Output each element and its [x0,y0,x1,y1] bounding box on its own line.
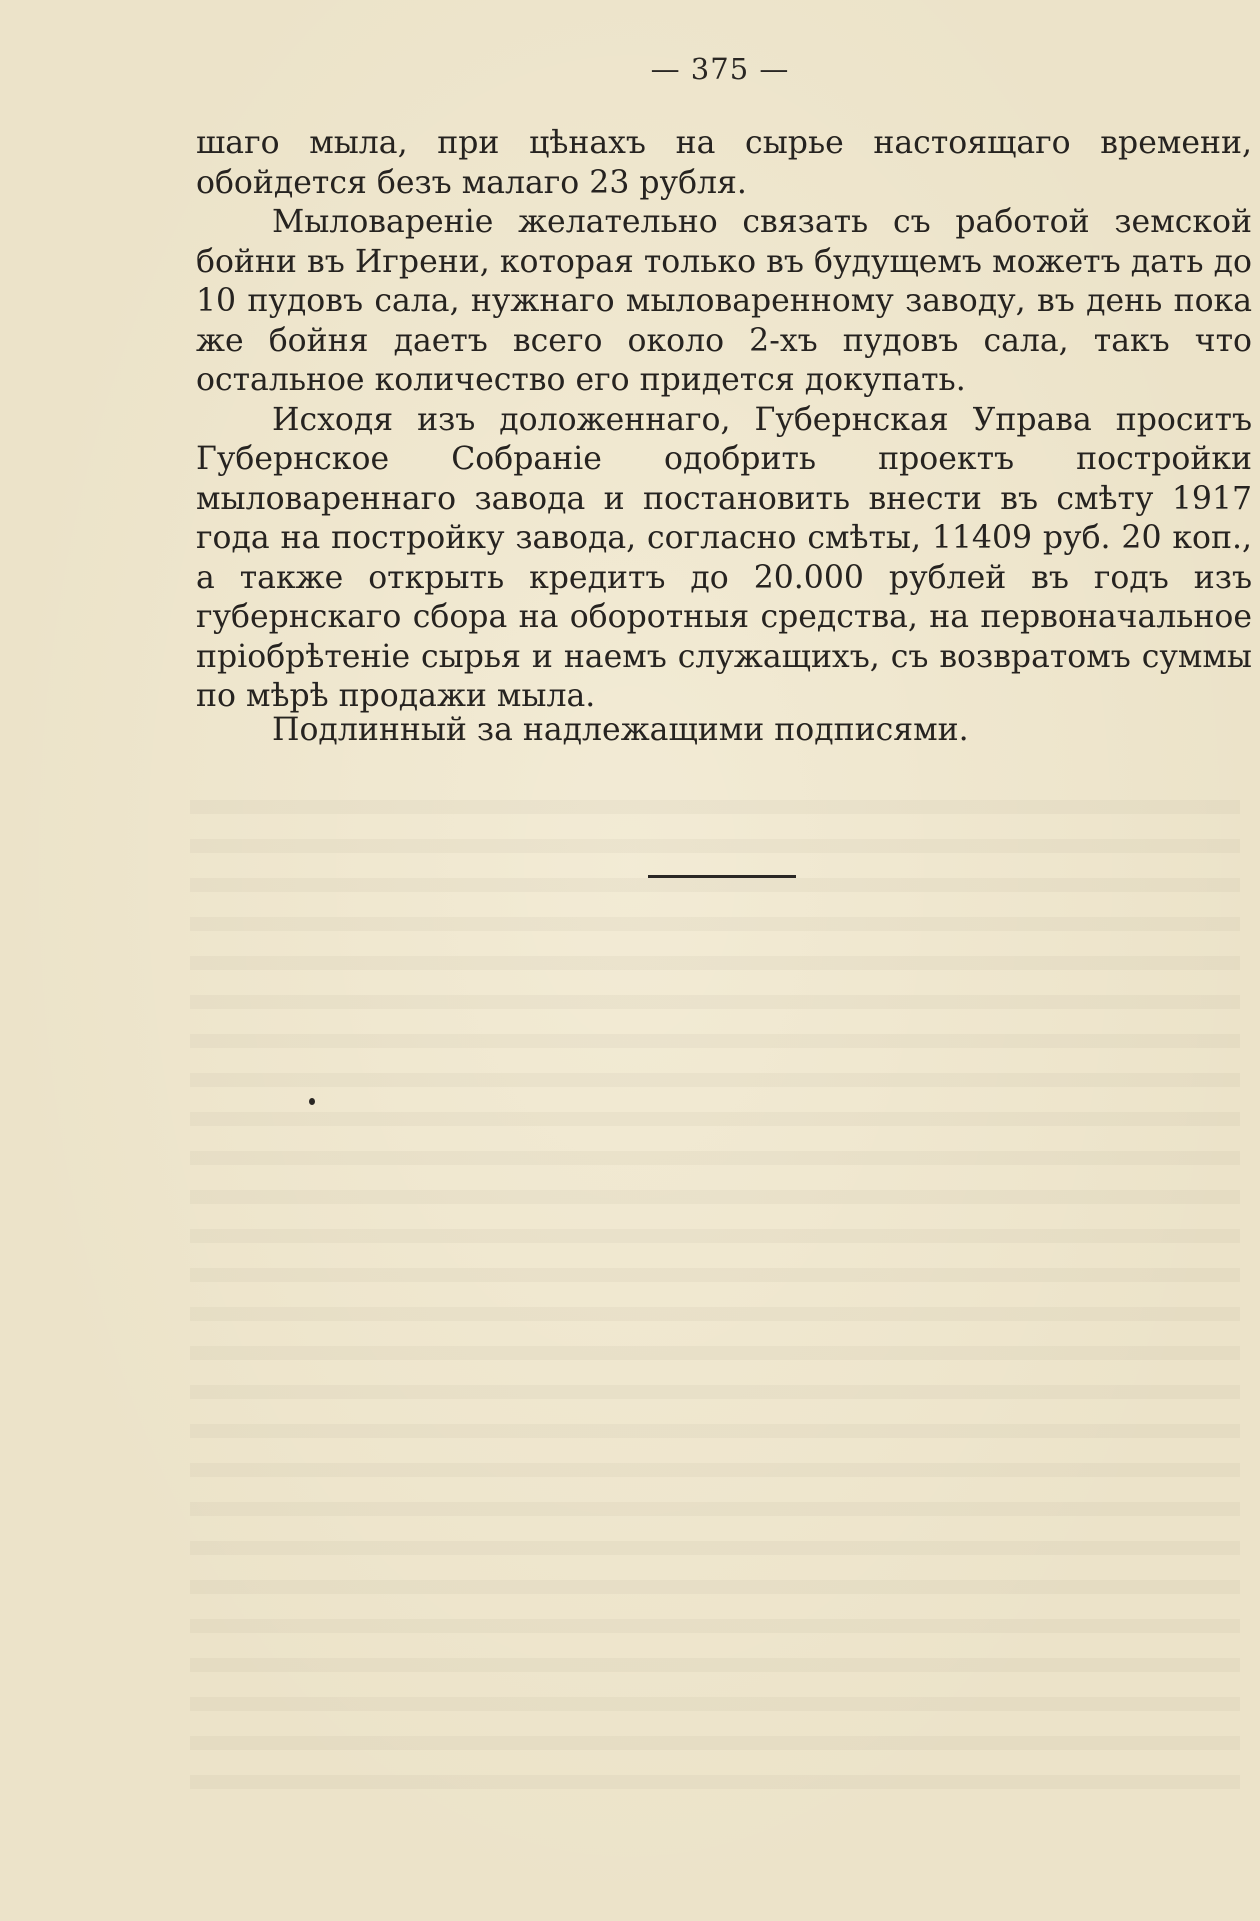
body-text [196,124,1252,717]
paragraph-proposal: Исходя изъ доложеннаго, Губернская Управа проситъ Губернское Собраніе одобрить проектъ постройки мыловареннаго завода и постановить внести въ смѣту 1917 года на постройку завода, согласно смѣты, 11409 руб. 20 коп., а также открыть кредитъ до 20.000 рублей въ годъ изъ губернскаго сбора на оборотныя средства, на первоначальное пріобрѣтеніе сырья и наемъ служащихъ, съ возвратомъ суммы по мѣрѣ продажи мыла. [196,401,1252,714]
bleed-through-shading [190,780,1240,1800]
page-number: — 375 — [650,52,790,86]
signature-note: Подлинный за надлежащими подписями. [272,712,969,748]
paragraph-continuation: шаго мыла, при цѣнахъ на сырье настоящаго времени, обойдется безъ малаго 23 рубля. [196,125,1252,201]
section-divider [648,875,796,878]
ink-speck [309,1098,315,1105]
paragraph-soap-making: Мыловареніе желательно связать съ работой земской бойни въ Игрени, которая только въ будущемъ можетъ дать до 10 пудовъ сала, нужнаго мыловаренному заводу, въ день пока же бойня даетъ всего около 2-хъ пудовъ сала, такъ что остальное количество его придется докупать. [196,204,1252,398]
